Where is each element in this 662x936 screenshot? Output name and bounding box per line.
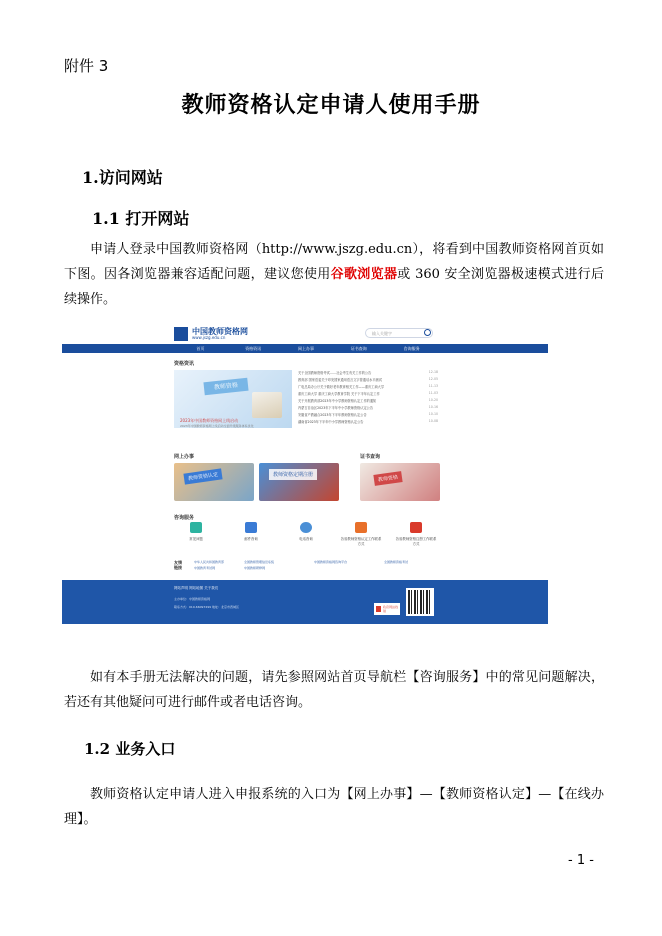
list-item[interactable]: 重庆工商大学 重庆工商大学教育学院 关于下半年认定工作 11-03	[298, 391, 438, 396]
footer-links[interactable]: 网站声明 网站地图 关于我们	[174, 586, 219, 590]
service-reg-contact[interactable]: 各省教师资格注册工作联系方式	[394, 522, 438, 546]
badge-icon	[376, 606, 381, 612]
news-banner[interactable]	[174, 370, 292, 428]
site-logo-text: 中国教师资格网	[192, 327, 248, 336]
service-cert-contact[interactable]: 各省教师资格认定工作联系方式	[339, 522, 383, 546]
list-item[interactable]: 安徽省产教融合2023年下半年教师资格认定公告 10-10	[298, 412, 438, 417]
page-number: - 1 -	[568, 853, 594, 868]
nav-item-service[interactable]: 咨询服务	[403, 346, 420, 351]
links-title: 友情链接	[174, 560, 182, 570]
site-logo-icon	[174, 327, 188, 341]
link-item[interactable]: 中国教师研修网	[244, 566, 266, 570]
nav-item-home[interactable]: 首页	[196, 346, 205, 351]
document-title: 教师资格认定申请人使用手册	[181, 93, 481, 118]
highlight-chrome: 谷歌浏览器	[330, 267, 398, 282]
paragraph-text: 申请人登录中国教师资格网（http://www.jszg.edu.cn），将看到中国教师资格网首页如下图。因各浏览器兼容适配问题，建议您使用	[64, 242, 604, 282]
list-item[interactable]: 关于开展教育部2023年中小学教师资格认定工作的通知 10-20	[298, 398, 438, 403]
card-teacher-certification[interactable]	[174, 463, 254, 501]
section-online-label: 网上办事	[174, 454, 195, 460]
news-list	[298, 370, 438, 426]
list-item[interactable]: 教育部 国家语委关于印发国家通用语言文字普通话水平测试 12-05	[298, 377, 438, 382]
section-cert-label: 证书查询	[360, 454, 381, 460]
mail-icon	[245, 522, 257, 533]
service-row	[174, 522, 438, 546]
subsection-heading-1-2: 1.2 业务入口	[84, 740, 176, 758]
book-icon	[252, 392, 282, 418]
paragraph-help: 如有本手册无法解决的问题，请先参照网站首页导航栏【咨询服务】中的常见问题解决，若还有其他疑问可进行邮件或者电话咨询。	[64, 670, 604, 710]
nav-item-online[interactable]: 网上办事	[297, 346, 314, 351]
card-registration[interactable]	[259, 463, 339, 501]
paragraph-entry: 教师资格认定申请人进入申报系统的入口为【网上办事】—【教师资格认定】—【在线办理】。	[64, 787, 604, 827]
paragraph-text: 或 360 安全浏览器极速模式进行后续操作。	[64, 267, 604, 307]
service-email[interactable]: 邮件咨询	[229, 522, 273, 546]
site-search-input[interactable]: 输入关键字	[365, 328, 433, 338]
phone-icon	[300, 522, 312, 533]
service-phone[interactable]: 电话咨询	[284, 522, 328, 546]
website-screenshot	[62, 322, 548, 624]
link-item[interactable]: 中国教育考试网	[194, 566, 216, 570]
contact-icon	[410, 522, 422, 533]
link-item[interactable]: 全国教师资格考试	[384, 560, 409, 564]
link-item[interactable]: 中国教师资格网咨询平台	[314, 560, 348, 564]
badge-text: 政府网站找错	[383, 605, 399, 613]
list-item[interactable]: 内蒙古自治区2023年下半年中小学教师资格认定公告 10-16	[298, 405, 438, 410]
card-cert-query[interactable]	[360, 463, 440, 501]
document-icon	[355, 522, 367, 533]
footer-line: 主办单位：中国教师资格网	[174, 597, 211, 601]
card-label: 教师资格	[373, 471, 402, 486]
section-service-label: 咨询服务	[174, 515, 195, 521]
banner-caption: 2023年中国教师资格网上线启动	[180, 418, 239, 423]
banner-tag: 教师资格	[203, 378, 248, 396]
footer-line: 联系方式：010-66097299 地址：北京市西城区	[174, 605, 240, 609]
link-item[interactable]: 全国教师管理信息系统	[244, 560, 275, 564]
nav-item-cert[interactable]: 证书查询	[350, 346, 367, 351]
link-item[interactable]: 中华人民共和国教育部	[194, 560, 225, 564]
list-item[interactable]: 广电总局办公厅关于做好老年教育相关工作——重庆工商大学 11-13	[298, 384, 438, 389]
annex-label: 附件 3	[64, 57, 109, 75]
paragraph-visit-site	[64, 237, 604, 312]
card-label: 教师资格认定	[183, 468, 222, 484]
section-news-label: 资格资讯	[174, 361, 195, 367]
section-heading: 1.访问网站	[82, 168, 163, 187]
list-item[interactable]: 湖南省2023年下半年中小学教师资格认定公告 10-08	[298, 419, 438, 424]
service-faq[interactable]: 常见问题	[174, 522, 218, 546]
list-item[interactable]: 关于全国教师资格考试……社会考生有关工作的公告 12-18	[298, 370, 438, 375]
search-icon[interactable]	[424, 329, 431, 336]
banner-caption-sub: 2023年中国教师资格网上线启动全面升级服务体系优化	[180, 424, 254, 428]
gov-badge[interactable]	[374, 603, 400, 615]
nav-item-news[interactable]: 资格资讯	[245, 346, 262, 351]
site-logo-url: www.jszg.edu.cn	[192, 335, 226, 340]
subsection-heading-1-1: 1.1 打开网站	[92, 209, 190, 228]
faq-icon	[190, 522, 202, 533]
site-footer	[62, 580, 548, 624]
qr-code-icon	[406, 588, 434, 616]
site-header	[62, 322, 548, 344]
card-label: 教师资格定期注册	[269, 469, 317, 480]
site-nav	[174, 344, 438, 353]
